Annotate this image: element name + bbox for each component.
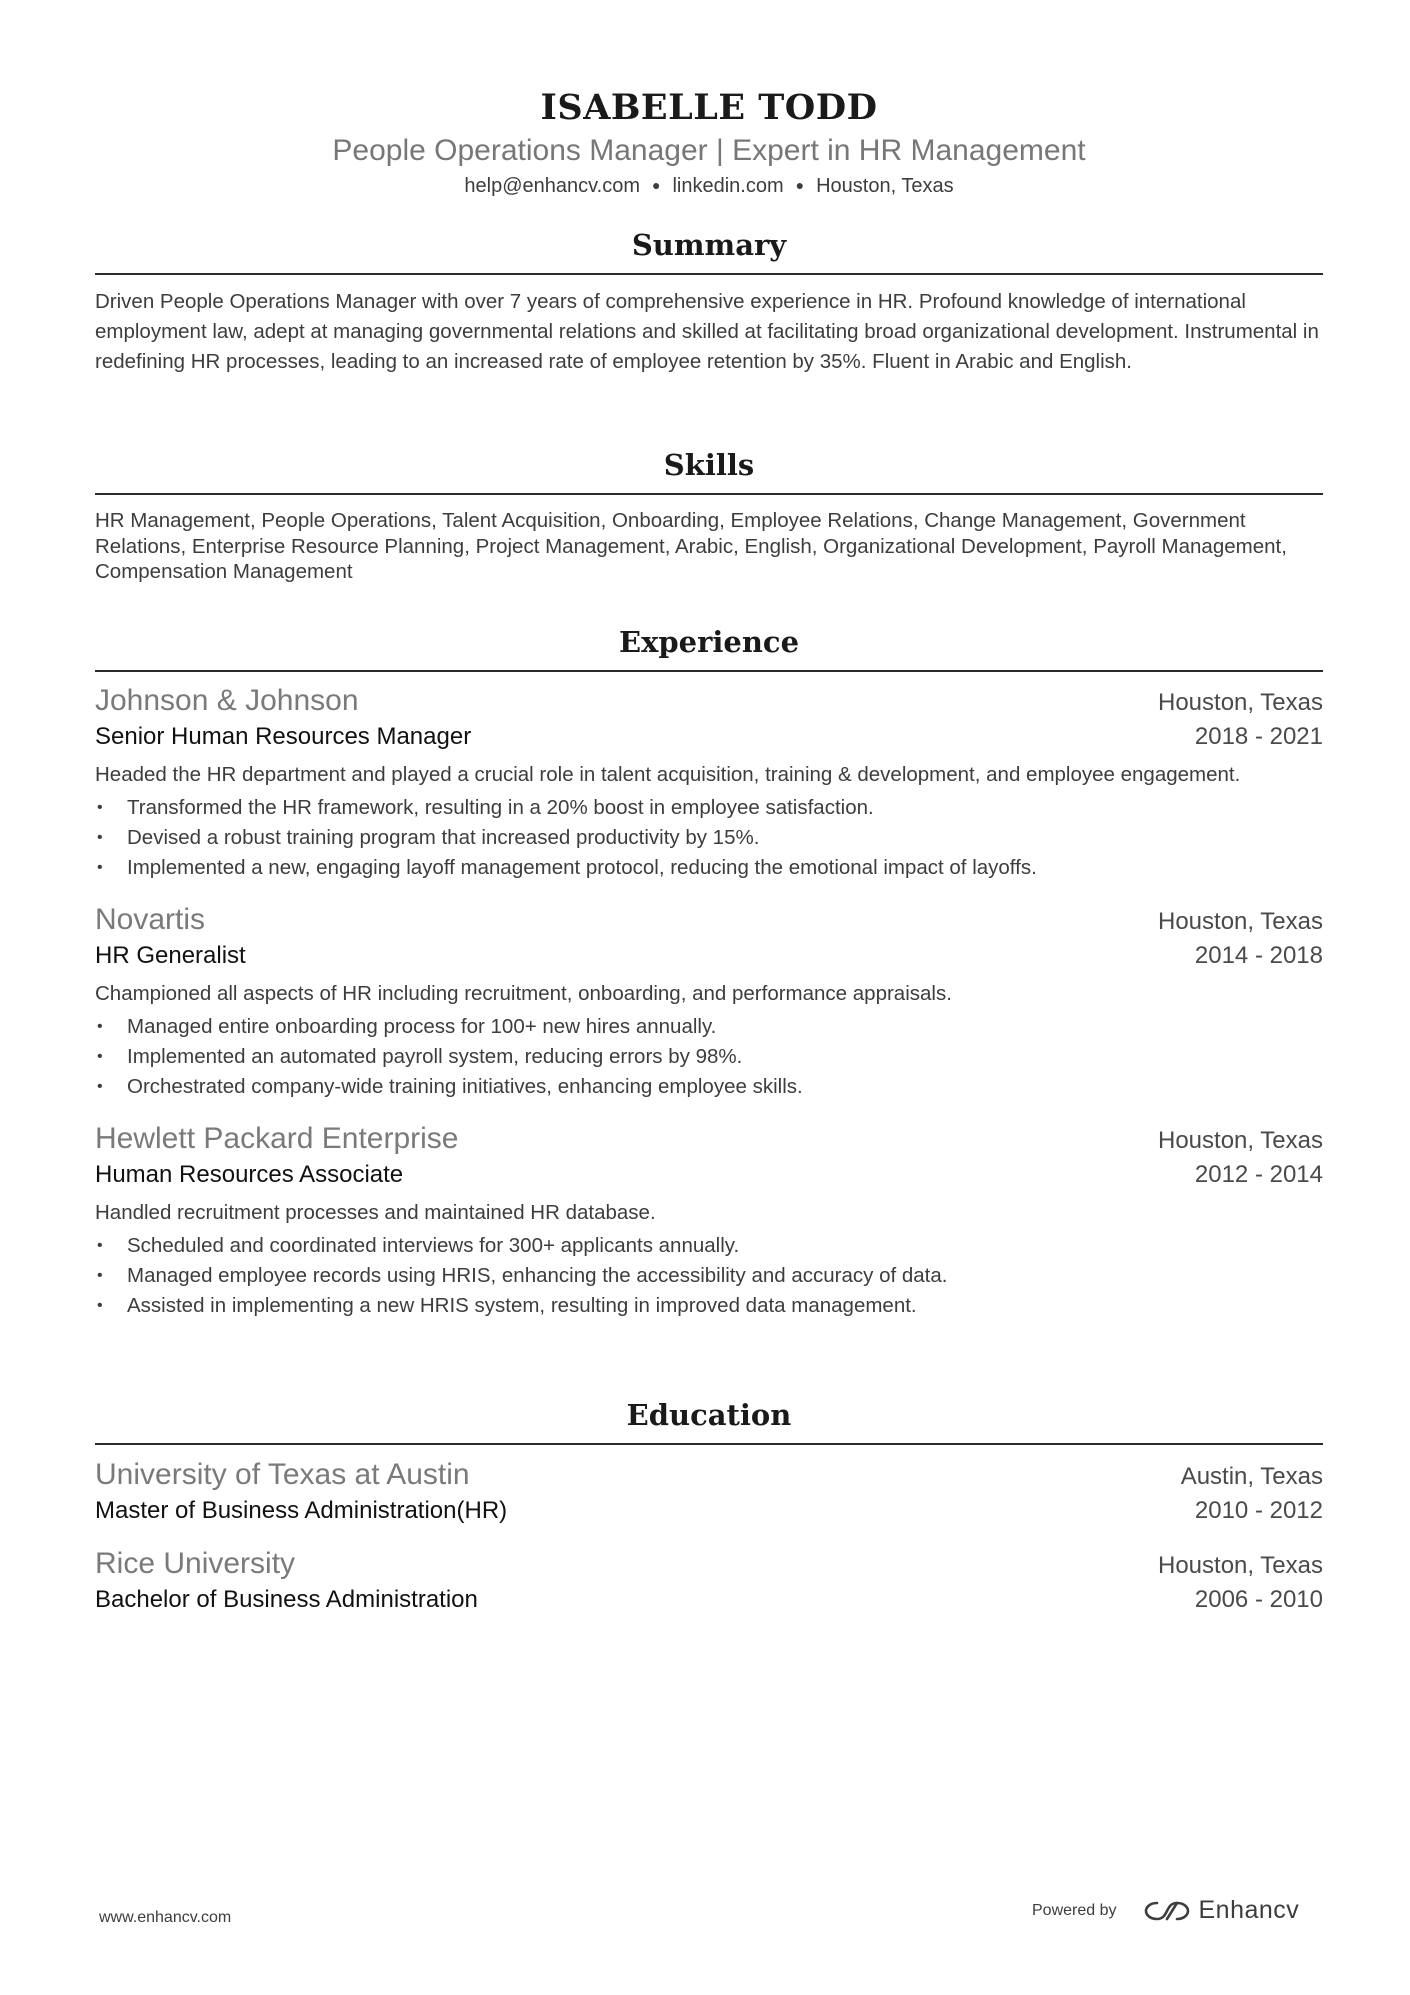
job-bullets [95, 1012, 1323, 1102]
list-item: • Orchestrated company-wide training initiatives, enhancing employee skills. [95, 1072, 1323, 1102]
list-item: • Devised a robust training program that increased productivity by 15%. [95, 823, 1323, 853]
company-name: Hewlett Packard Enterprise [95, 1122, 459, 1155]
job-role: Senior Human Resources Manager [95, 723, 472, 750]
list-item: • Managed employee records using HRIS, enhancing the accessibility and accuracy of data. [95, 1261, 1323, 1291]
school-name: Rice University [95, 1547, 296, 1580]
footer-branding [1032, 1896, 1299, 1925]
skills-section [95, 508, 1323, 585]
contact-linkedin[interactable]: linkedin.com [672, 175, 784, 197]
experience-section [95, 682, 1323, 1321]
experience-item [95, 1120, 1323, 1321]
bullet-icon: • [97, 1267, 103, 1284]
bullet-icon: • [97, 1237, 103, 1254]
section-heading-skills: Skills [95, 445, 1323, 495]
school-name: University of Texas at Austin [95, 1458, 470, 1491]
degree-name: Bachelor of Business Administration [95, 1586, 478, 1613]
resume-header [95, 86, 1323, 200]
list-item: • Implemented a new, engaging layoff management protocol, reducing the emotional impact of layoffs. [95, 853, 1323, 883]
job-bullets [95, 1231, 1323, 1321]
education-dates: 2006 - 2010 [1194, 1586, 1323, 1613]
education-item [95, 1456, 1323, 1528]
job-description: Championed all aspects of HR including recruitment, onboarding, and performance appraisals. [95, 982, 952, 1005]
job-location: Houston, Texas [1158, 908, 1323, 935]
job-location: Houston, Texas [1158, 689, 1323, 716]
candidate-title: People Operations Manager | Expert in HR Management [332, 134, 1086, 167]
education-dates: 2010 - 2012 [1194, 1497, 1323, 1524]
contact-email[interactable]: help@enhancv.com [464, 175, 640, 197]
experience-item [95, 682, 1323, 883]
job-dates: 2018 - 2021 [1194, 723, 1323, 750]
job-description: Handled recruitment processes and maintained HR database. [95, 1201, 656, 1224]
section-heading-summary: Summary [95, 225, 1323, 275]
company-name: Johnson & Johnson [95, 684, 359, 717]
list-item: • Assisted in implementing a new HRIS system, resulting in improved data management. [95, 1291, 1323, 1321]
job-dates: 2012 - 2014 [1194, 1161, 1323, 1188]
education-item [95, 1545, 1323, 1617]
brand-name: Enhancv [1198, 1896, 1300, 1924]
job-bullets [95, 793, 1323, 883]
contact-location: Houston, Texas [816, 175, 954, 197]
degree-name: Master of Business Administration(HR) [95, 1497, 508, 1524]
school-location: Austin, Texas [1180, 1463, 1323, 1490]
enhancv-logo-icon [1143, 1899, 1191, 1923]
experience-item [95, 901, 1323, 1102]
list-item: • Scheduled and coordinated interviews for 300+ applicants annually. [95, 1231, 1323, 1261]
bullet-icon: • [97, 1297, 103, 1314]
bullet-separator-icon: ● [795, 177, 805, 193]
bullet-separator-icon: ● [651, 177, 661, 193]
job-dates: 2014 - 2018 [1194, 942, 1323, 969]
summary-section [95, 287, 1323, 377]
education-section [95, 1456, 1323, 1617]
contact-line [95, 171, 1323, 200]
skills-text: HR Management, People Operations, Talent Acquisition, Onboarding, Employee Relations, Change Management, Government Relations, Enterprise Resource Planning, Project Management, Arabic, English, Organizational Development, Payroll Management, Compensation Management [95, 509, 1287, 583]
job-role: HR Generalist [95, 942, 246, 969]
bullet-icon: • [97, 1048, 103, 1065]
footer-website-link[interactable]: www.enhancv.com [99, 1909, 232, 1926]
section-heading-education: Education [95, 1395, 1323, 1445]
list-item: • Implemented an automated payroll system, reducing errors by 98%. [95, 1042, 1323, 1072]
bullet-icon: • [97, 1018, 103, 1035]
summary-text: Driven People Operations Manager with over 7 years of comprehensive experience in HR. Profound knowledge of international employment law, adept at managing governmental relations and skilled at facilitating broad organizational development. Instrumental in redefining HR processes, leading to an increased rate of employee retention by 35%. Fluent in Arabic and English. [95, 290, 1319, 373]
job-location: Houston, Texas [1158, 1127, 1323, 1154]
enhancv-logo[interactable] [1143, 1896, 1300, 1925]
section-heading-experience: Experience [95, 622, 1323, 672]
school-location: Houston, Texas [1158, 1552, 1323, 1579]
powered-by-label: Powered by [1032, 1901, 1117, 1919]
job-role: Human Resources Associate [95, 1161, 404, 1188]
bullet-icon: • [97, 1078, 103, 1095]
job-description: Headed the HR department and played a crucial role in talent acquisition, training & development, and employee engagement. [95, 763, 1241, 786]
company-name: Novartis [95, 903, 206, 936]
bullet-icon: • [97, 859, 103, 876]
bullet-icon: • [97, 799, 103, 816]
list-item: • Transformed the HR framework, resulting in a 20% boost in employee satisfaction. [95, 793, 1323, 823]
bullet-icon: • [97, 829, 103, 846]
list-item: • Managed entire onboarding process for 100+ new hires annually. [95, 1012, 1323, 1042]
candidate-name: ISABELLE TODD [540, 87, 878, 128]
